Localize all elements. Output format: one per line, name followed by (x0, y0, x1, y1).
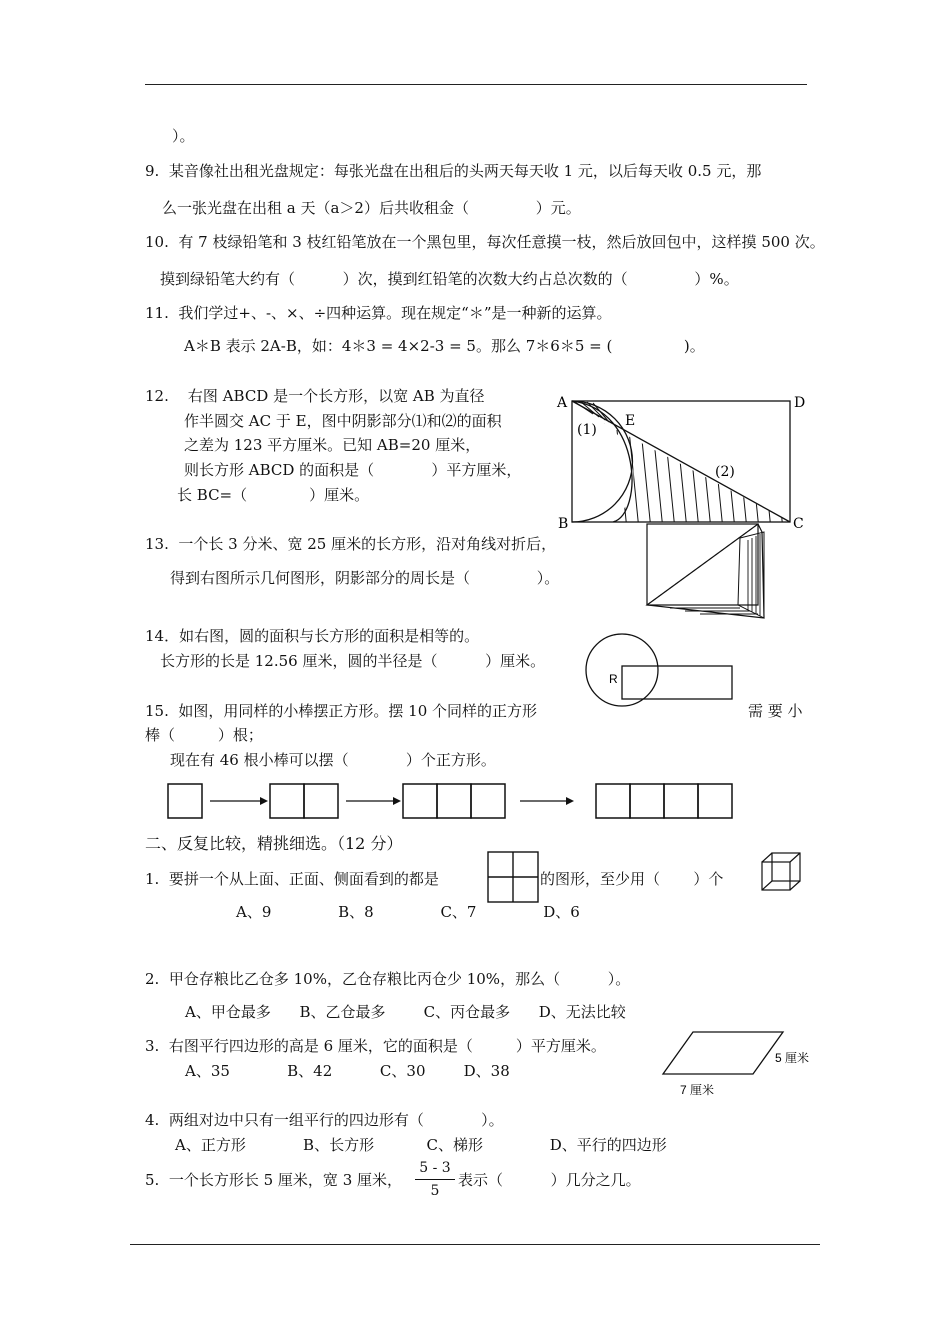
p2-options: A、甲仓最多 B、乙仓最多 C、丙仓最多 D、无法比较 (185, 1003, 626, 1021)
prev-answer-end: ）。 (172, 127, 195, 145)
fraction (415, 1160, 455, 1200)
four-square-icon (486, 850, 540, 904)
q15-line3: 现在有 46 根小棒可以摆（ ）个正方形。 (170, 751, 496, 769)
q14-line1: 14．如右图，圆的面积与长方形的面积是相等的。 (145, 627, 480, 645)
p5-text-b: 表示（ ）几分之几。 (458, 1171, 641, 1189)
circle-rectangle-figure (585, 628, 745, 718)
p4-text: 4. 两组对边中只有一组平行的四边形有（ ）。 (145, 1111, 504, 1129)
folded-rectangle-figure (640, 520, 770, 620)
p1-text-b: 的图形，至少用（ ）个 (540, 870, 724, 888)
q12-line2: 作半圆交 AC 于 E，图中阴影部分⑴和⑵的面积 (184, 412, 502, 430)
label-e: E (625, 413, 636, 429)
q9-line2: 么一张光盘在出租 a 天（a＞2）后共收租金（ ）元。 (162, 199, 581, 217)
q15-line2: 棒（ ）根； (145, 726, 263, 744)
fraction-numerator: 5 - 3 (415, 1160, 455, 1180)
section-2-title: 二、反复比较，精挑细选。（12 分） (145, 834, 403, 853)
p4-options: A、正方形 B、长方形 C、梯形 D、平行的四边形 (175, 1136, 667, 1154)
q12-line5: 长 BC=（ ）厘米。 (177, 486, 370, 504)
matchstick-squares-figure (160, 780, 760, 825)
q9-line1: 9. 某音像社出租光盘规定：每张光盘在出租后的头两天每天收 1 元，以后每天收 0.5 元，那 (145, 162, 762, 180)
q13-line1: 13. 一个长 3 分米、宽 25 厘米的长方形，沿对角线对折后， (145, 535, 557, 553)
label-a: A (557, 395, 568, 411)
label-region-1: (1) (577, 422, 597, 438)
q15-line1-right: 需 要 小 (748, 702, 803, 720)
label-c: C (793, 516, 804, 532)
cube-icon (758, 850, 808, 895)
q11-line2: A＊B 表示 2A-B，如：4＊3 = 4×2-3 = 5。那么 7＊6＊5 = ( )。 (184, 337, 705, 355)
p5-text-a: 5. 一个长方形长 5 厘米，宽 3 厘米， (145, 1171, 403, 1189)
footer-rule (130, 1244, 820, 1245)
q10-line1: 10. 有 7 枝绿铅笔和 3 枝红铅笔放在一个黑包里，每次任意摸一枝，然后放回包中，这样摸 500 次。 (145, 233, 825, 251)
rectangle-abcd-figure (553, 390, 813, 530)
header-rule (145, 84, 807, 85)
q12-line1: 12. 右图 ABCD 是一个长方形，以宽 AB 为直径 (145, 387, 485, 405)
radius-label: R (609, 672, 618, 686)
q14-line2: 长方形的长是 12.56 厘米，圆的半径是（ ）厘米。 (160, 652, 546, 670)
para-base-label: 7 厘米 (680, 1083, 715, 1097)
q10-line2: 摸到绿铅笔大约有（ ）次，摸到红铅笔的次数大约占总次数的（ ）%。 (160, 270, 739, 288)
p3-text: 3. 右图平行四边形的高是 6 厘米，它的面积是（ ）平方厘米。 (145, 1037, 606, 1055)
label-b: B (558, 516, 569, 532)
q11-line1: 11. 我们学过+、-、×、÷四种运算。现在规定“＊”是一种新的运算。 (145, 304, 612, 322)
p1-text-a: 1. 要拼一个从上面、正面、侧面看到的都是 (145, 870, 439, 888)
p3-options: A、35 B、42 C、30 D、38 (185, 1062, 510, 1080)
q13-line2: 得到右图所示几何图形，阴影部分的周长是（ ）。 (170, 569, 560, 587)
label-region-2: (2) (715, 464, 735, 480)
fraction-denominator: 5 (430, 1183, 440, 1199)
para-side-label: 5 厘米 (775, 1051, 810, 1065)
p1-options: A、9 B、8 C、7 D、6 (236, 903, 580, 921)
q12-line4: 则长方形 ABCD 的面积是（ ）平方厘米， (184, 461, 522, 479)
p2-text: 2. 甲仓存粮比乙仓多 10%，乙仓存粮比丙仓少 10%，那么（ ）。 (145, 970, 631, 988)
label-d: D (794, 395, 806, 411)
parallelogram-figure (655, 1030, 815, 1100)
q12-line3: 之差为 123 平方厘米。已知 AB=20 厘米， (184, 436, 481, 454)
q15-line1: 15. 如图，用同样的小棒摆正方形。摆 10 个同样的正方形 (145, 702, 538, 720)
